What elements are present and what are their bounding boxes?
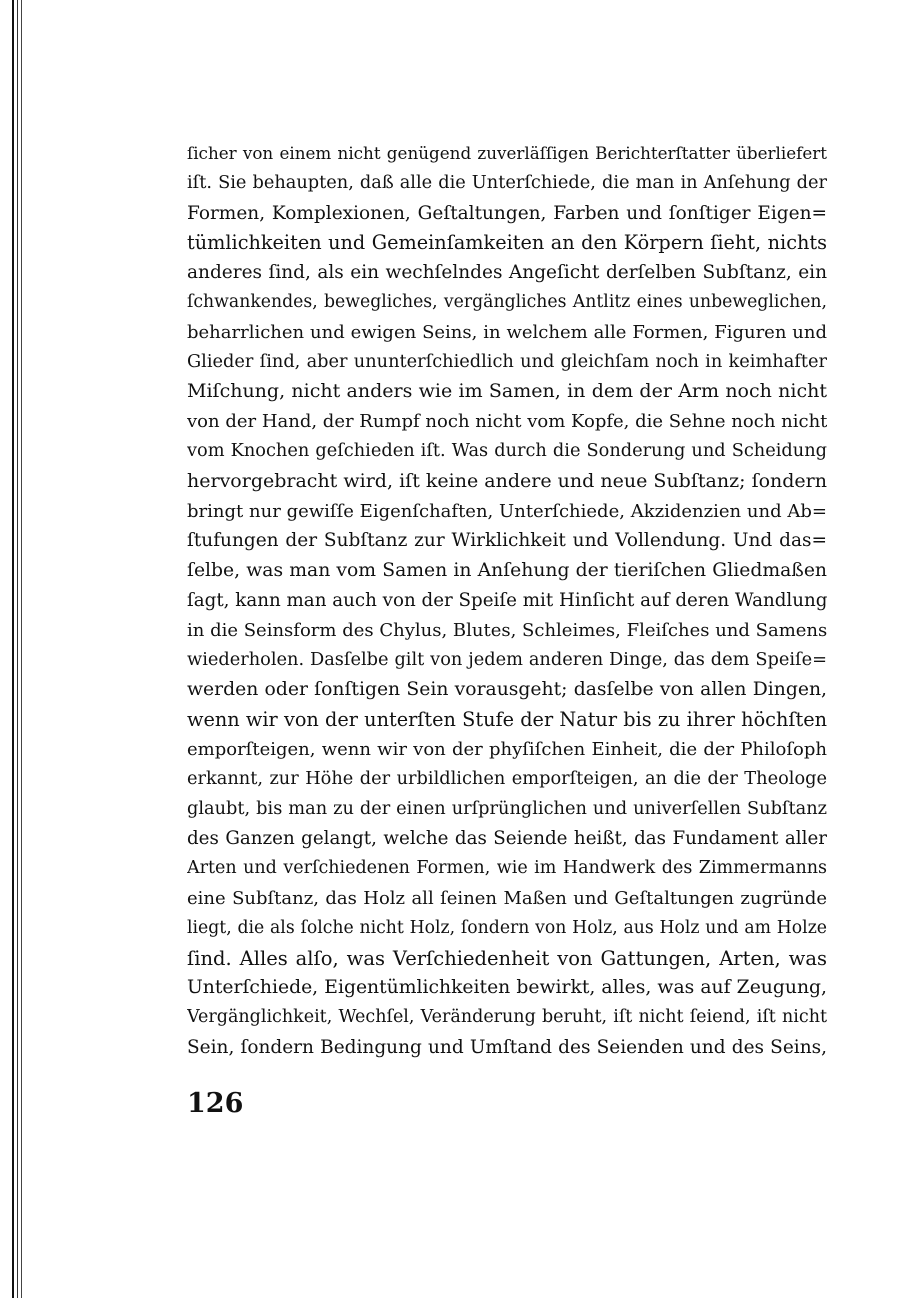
binding-edge-line — [21, 0, 22, 1298]
text-line: anderes ſind, als ein wechſelndes Angeſicht derſelben Subſtanz, ein — [187, 262, 827, 284]
text-line: Miſchung, nicht anders wie im Samen, in dem der Arm noch nicht — [187, 380, 827, 403]
text-line: iſt. Sie behaupten, daß alle die Unterſchiede, die man in Anſehung der — [187, 172, 827, 193]
binding-edge-line — [17, 0, 18, 1298]
text-line: Unterſchiede, Eigentümlichkeiten bewirkt, alles, was auf Zeugung, — [187, 977, 827, 999]
text-line: ſind. Alles alſo, was Verſchiedenheit von Gattungen, Arten, was — [187, 946, 827, 970]
text-line: von der Hand, der Rumpf noch nicht vom Kopfe, die Sehne noch nicht — [187, 411, 827, 433]
text-line: emporſteigen, wenn wir von der phyſiſchen Einheit, die der Philoſoph — [187, 738, 827, 760]
text-line: ſtufungen der Subſtanz zur Wirklichkeit und Vollendung. Und das= — [187, 530, 827, 552]
text-line: ſagt, kann man auch von der Speiſe mit Hinſicht auf deren Wandlung — [187, 589, 827, 611]
text-line: tümlichkeiten und Gemeinſamkeiten an den Körpern ſieht, nichts — [187, 231, 827, 255]
text-line: wenn wir von der unterſten Stufe der Natur bis zu ihrer höchſten — [187, 708, 827, 732]
text-line: beharrlichen und ewigen Seins, in welchem alle Formen, Figuren und — [187, 321, 827, 343]
text-line: Vergänglichkeit, Wechſel, Veränderung beruht, iſt nicht ſeiend, iſt nicht — [187, 1007, 827, 1028]
text-line: ſicher von einem nicht genügend zuverläſſigen Berichterſtatter überliefert — [187, 143, 827, 163]
binding-edge-line — [12, 0, 14, 1298]
text-line: Formen, Komplexionen, Geſtaltungen, Farben und ſonſtiger Eigen= — [187, 202, 827, 224]
page-number: 126 — [187, 1088, 244, 1119]
text-line: glaubt, bis man zu der einen urſprünglichen und univerſellen Subſtanz — [187, 798, 827, 819]
text-line: ſelbe, was man vom Samen in Anſehung der tieriſchen Gliedmaßen — [187, 560, 827, 582]
text-line: Sein, ſondern Bedingung und Umſtand des Seienden und des Seins, — [187, 1036, 827, 1058]
text-line: erkannt, zur Höhe der urbildlichen emporſteigen, an die der Theologe — [187, 768, 827, 789]
text-line: Glieder ſind, aber ununterſchiedlich und gleichſam noch in keimhafter — [187, 351, 827, 372]
text-line: wiederholen. Dasſelbe gilt von jedem anderen Dinge, das dem Speiſe= — [187, 649, 827, 670]
text-line: in die Seinsform des Chylus, Blutes, Schleimes, Fleiſches und Samens — [187, 619, 827, 641]
text-line: liegt, die als ſolche nicht Holz, ſondern von Holz, aus Holz und am Holze — [187, 917, 827, 938]
text-line: ſchwankendes, bewegliches, vergängliches Antlitz eines unbeweglichen, — [187, 291, 827, 312]
text-line: des Ganzen gelangt, welche das Seiende heißt, das Fundament aller — [187, 828, 827, 850]
body-text — [187, 139, 827, 1063]
text-line: Arten und verſchiedenen Formen, wie im Handwerk des Zimmermanns — [187, 858, 827, 879]
text-line: hervorgebracht wird, iſt keine andere und neue Subſtanz; ſondern — [187, 469, 827, 492]
text-line: vom Knochen geſchieden iſt. Was durch die Sonderung und Scheidung — [187, 440, 827, 461]
text-line: bringt nur gewiſſe Eigenſchaften, Unterſchiede, Akzidenzien und Ab= — [187, 500, 827, 522]
text-line: eine Subſtanz, das Holz all ſeinen Maßen und Geſtaltungen zugründe — [187, 887, 827, 909]
text-line: werden oder ſonſtigen Sein vorausgeht; dasſelbe von allen Dingen, — [187, 679, 827, 701]
